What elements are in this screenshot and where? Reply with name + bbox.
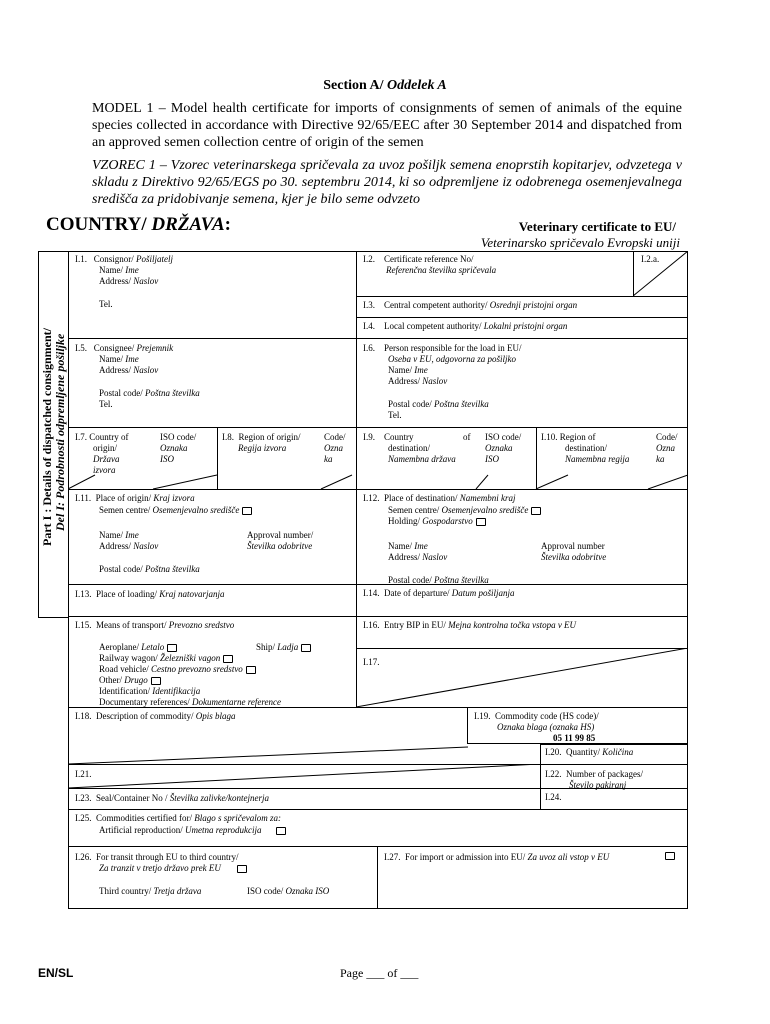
i24-label: I.24.: [545, 792, 562, 802]
i15-ship: Ship/ Ladja: [256, 642, 311, 653]
i8-label: I.8. Region of origin/: [222, 432, 301, 442]
i14-label: I.14. Date of departure/ Datum pošiljanja: [363, 588, 515, 598]
i23-label: I.23. Seal/Container No / Številka zalivke/kontejnerja: [75, 793, 269, 803]
section-title-sl: Oddelek A: [387, 78, 447, 93]
i9-destination: destination/: [388, 443, 430, 453]
i10-destination: destination/: [565, 443, 607, 453]
i6-name: Name/ Ime: [388, 365, 428, 375]
i12-address: Address/ Naslov: [388, 552, 448, 562]
i19-hs-code: 05 11 99 85: [553, 733, 596, 743]
i8-code-sl1: Ozna: [324, 443, 344, 453]
i7-label: I.7. Country of: [75, 432, 129, 442]
i15-identification: Identification/ Identifikacija: [99, 686, 201, 696]
i26-iso: ISO code/ Oznaka ISO: [247, 886, 330, 896]
row-line-i13: [68, 584, 688, 585]
i11-semen-centre: Semen centre/ Osemenjevalno središče: [99, 505, 252, 516]
i6-tel: Tel.: [388, 410, 402, 420]
vet-cert-title-sl: Veterinarsko spričevalo Evropski uniji: [480, 235, 680, 250]
row-line-i25: [68, 809, 688, 810]
i10-code-sl1: Ozna: [656, 443, 676, 453]
i22-label-sl: Število pakiranj: [569, 780, 627, 790]
side-label-sl: Del I: Podrobnosti odpremljene pošiljke: [53, 333, 67, 531]
i11-address: Address/ Naslov: [99, 541, 159, 551]
section-title: [0, 78, 770, 94]
i15-documentary: Documentary references/ Dokumentarne reference: [99, 697, 281, 707]
footer-page-number: Page ___ of ___: [340, 966, 419, 980]
i2-label-sl: Referenčna številka spričevala: [386, 265, 497, 275]
i20-line-top: [540, 744, 688, 745]
model-description: MODEL 1 – Model health certificate for imports of consignments of semen of animals of the equine species collected in accordance with Directive 92/65/EEC after 30 September 2014 and dispatched from an approved semen collection centre of origin of the semen: [92, 101, 682, 150]
import-checkbox[interactable]: [665, 852, 675, 860]
i26-label: I.26. For transit through EU to third country/: [75, 852, 239, 862]
i6-label-sl: Oseba v EU, odgovorna za pošiljko: [388, 354, 516, 364]
i15-aeroplane: Aeroplane/ Letalo: [99, 642, 177, 653]
vzorec-description: VZOREC 1 – Vzorec veterinarskega spričevala za uvoz pošiljk semena enoprstih kopitarjev, odvzetega v skladu z Direktivo 92/65/EGS po 30. septembru 2014, ki so odpremljene iz odobrenega osemenjevalnega središča za pridobivanje semena, kjer je bilo seme odvzeto: [92, 158, 682, 207]
i8-code-sl2: ka: [324, 454, 333, 464]
i5-tel: Tel.: [99, 399, 113, 409]
i2a-label: I.2.a.: [641, 254, 660, 264]
road-checkbox[interactable]: [246, 666, 256, 674]
transit-checkbox[interactable]: [237, 865, 247, 873]
i12-semen-checkbox[interactable]: [531, 507, 541, 515]
i26-third-country: Third country/ Tretja država: [99, 886, 202, 896]
other-checkbox[interactable]: [151, 677, 161, 685]
i26-label-sl: Za tranzit v tretjo državo prek EU: [99, 863, 247, 874]
i20-label: I.20. Quantity/ Količina: [545, 747, 634, 757]
i1-label: I.1. Consignor/ Pošiljatelj: [75, 254, 174, 264]
ship-checkbox[interactable]: [301, 644, 311, 652]
i9-iso-sl2: ISO: [485, 454, 499, 464]
vet-cert-title: Veterinary certificate to EU/: [518, 219, 676, 234]
i6-label: I.6. Person responsible for the load in EU/: [363, 343, 522, 353]
i10-code-sl2: ka: [656, 454, 665, 464]
i21-diagonal: [68, 764, 540, 788]
i6-postal: Postal code/ Poštna številka: [388, 399, 489, 409]
i12-holding: Holding/ Gospodarstvo: [388, 516, 486, 527]
row-line-i26: [68, 846, 688, 847]
i9-of: of: [463, 432, 471, 442]
i7-iso-sl2: ISO: [160, 454, 174, 464]
country-en: COUNTRY/: [46, 214, 152, 235]
i3-label: I.3. Central competent authority/ Osrednji pristojni organ: [363, 300, 578, 310]
country-colon: :: [224, 214, 231, 235]
i11-label: I.11. Place of origin/ Kraj izvora: [75, 493, 195, 503]
i22-label: I.22. Number of packages/: [545, 769, 643, 779]
i7-iso: ISO code/: [160, 432, 197, 442]
artificial-reproduction-checkbox[interactable]: [276, 827, 286, 835]
i5-label: I.5. Consignee/ Prejemnik: [75, 343, 174, 353]
i7-iso-sl1: Oznaka: [160, 443, 188, 453]
i12-holding-checkbox[interactable]: [476, 518, 486, 526]
row-line-i3: [356, 296, 688, 297]
i12-label: I.12. Place of destination/ Namembni kraj: [363, 493, 516, 503]
i11-postal: Postal code/ Poštna številka: [99, 564, 200, 574]
country-heading: [46, 214, 231, 236]
i5-address: Address/ Naslov: [99, 365, 159, 375]
i1-address: Address/ Naslov: [99, 276, 159, 286]
row-line-i5: [68, 338, 688, 339]
row-line-i11: [68, 489, 688, 490]
i12-name: Name/ Ime: [388, 541, 428, 551]
i19-label: I.19. Commodity code (HS code)/: [474, 711, 599, 721]
i12-semen-centre: Semen centre/ Osemenjevalno središče: [388, 505, 541, 516]
i9-iso-sl1: Oznaka: [485, 443, 513, 453]
i15-railway: Railway wagon/ Železniški vagon: [99, 653, 233, 664]
i22-divider: [540, 764, 541, 809]
i12-approval: Approval number: [541, 541, 605, 551]
i27-label: I.27. For import or admission into EU/ Za uvoz ali vstop v EU: [384, 852, 610, 862]
i25-artificial: Artificial reproduction/ Umetna reprodukcija: [99, 825, 286, 836]
i17-label: I.17.: [363, 657, 380, 667]
i10-regija: Namembna regija: [565, 454, 630, 464]
i26-divider: [377, 846, 378, 909]
i7-drzava: Država: [93, 454, 120, 464]
i12-approval-sl: Številka odobritve: [541, 552, 607, 562]
i7-izvora: izvora: [93, 465, 116, 475]
i11-approval: Approval number/: [247, 530, 314, 540]
section-title-en: Section A/: [323, 78, 388, 93]
country-sl: DRŽAVA: [151, 214, 225, 235]
railway-checkbox[interactable]: [223, 655, 233, 663]
i4-label: I.4. Local competent authority/ Lokalni pristojni organ: [363, 321, 568, 331]
i11-name: Name/ Ime: [99, 530, 139, 540]
i1-name: Name/ Ime: [99, 265, 139, 275]
row-line-i4: [356, 317, 688, 318]
i11-semen-checkbox[interactable]: [242, 507, 252, 515]
i18-label: I.18. Description of commodity/ Opis blaga: [75, 711, 236, 721]
i10-label: I.10. Region of: [541, 432, 596, 442]
i25-label: I.25. Commodities certified for/ Blago s spričevalom za:: [75, 813, 281, 823]
i15-road: Road vehicle/ Cestno prevozno sredstvo: [99, 664, 256, 675]
i9-iso: ISO code/: [485, 432, 522, 442]
i6-address: Address/ Naslov: [388, 376, 448, 386]
i10-code: Code/: [656, 432, 678, 442]
i12-postal: Postal code/ Poštna številka: [388, 575, 489, 585]
i8-label-sl: Regija izvora: [238, 443, 287, 453]
i11-approval-sl: Številka odobritve: [247, 541, 313, 551]
i5-name: Name/ Ime: [99, 354, 139, 364]
i7-origin: origin/: [93, 443, 117, 453]
i20-divider: [540, 744, 541, 764]
i1-tel: Tel.: [99, 299, 113, 309]
aeroplane-checkbox[interactable]: [167, 644, 177, 652]
i15-other: Other/ Drugo: [99, 675, 161, 686]
i16-label: I.16. Entry BIP in EU/ Mejna kontrolna točka vstopa v EU: [363, 620, 577, 630]
i17-diagonal: [356, 648, 688, 707]
i2-label: I.2. Certificate reference No/: [363, 254, 474, 264]
i8-code: Code/: [324, 432, 346, 442]
part1-side-label: [38, 251, 68, 618]
i13-label: I.13. Place of loading/ Kraj natovarjanja: [75, 589, 225, 599]
side-label-en: Part I : Details of dispatched consignment/: [40, 328, 54, 546]
i19-label-sl: Oznaka blaga (oznaka HS): [497, 722, 595, 732]
row-line-i15: [68, 616, 688, 617]
i15-label: I.15. Means of transport/ Prevozno sredstvo: [75, 620, 235, 630]
footer-language: EN/SL: [38, 966, 74, 980]
i9-label: I.9. Country: [363, 432, 414, 442]
i5-postal: Postal code/ Poštna številka: [99, 388, 200, 398]
i21-label: I.21.: [75, 769, 92, 779]
i9-drzava: Namembna država: [388, 454, 456, 464]
